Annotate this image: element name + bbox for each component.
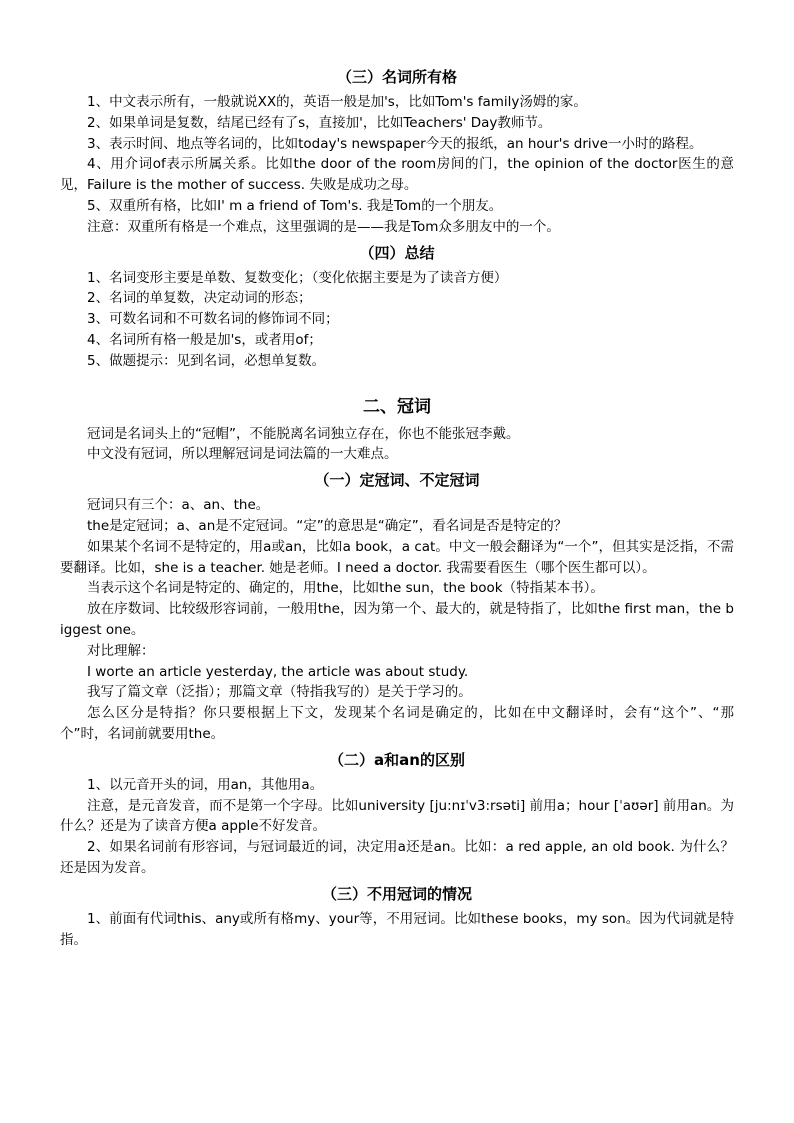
chapter-title-articles: 二、冠词 <box>363 396 431 417</box>
section-title-possessive: （三）名词所有格 <box>336 68 457 86</box>
summary-item: 3、可数名词和不可数名词的修饰词不同； <box>87 311 339 328</box>
paragraph: 放在序数词、比较级形容词前，一般用the，因为第一个、最大的，就是特指了，比如the first man，the biggest one。 <box>60 601 734 638</box>
paragraph: 注意，是元音发音，而不是第一个字母。比如university [ju:nɪˈv3:rsəti] 前用a；hour [ˈaʊər] 前用an。为什么？还是为了读音方便a apple不好发音。 <box>60 797 734 835</box>
paragraph: 2、如果名词前有形容词，与冠词最近的词，决定用a还是an。比如：a red apple, an old book. 为什么？还是因为发音。 <box>60 839 734 876</box>
paragraph: 4、用介词of表示所属关系。比如the door of the room房间的门，the opinion of the doctor医生的意见，Failure is the mother of success. 失败是成功之母。 <box>60 156 734 194</box>
paragraph: the是定冠词；a、an是不定冠词。“定”的意思是“确定”，看名词是否是特定的？ <box>87 517 568 534</box>
spacer <box>60 372 734 390</box>
paragraph: 5、双重所有格，比如I' m a friend of Tom's. 我是Tom的一个朋友。 <box>87 197 503 214</box>
paragraph: 对比理解： <box>87 642 155 659</box>
paragraph: 冠词只有三个：a、an、the。 <box>87 497 270 514</box>
paragraph: 1、以元音开头的词，用an，其他用a。 <box>87 776 324 793</box>
paragraph: 2、如果单词是复数，结尾已经有了s，直接加'，比如Teachers' Day教师节。 <box>87 114 552 131</box>
paragraph: 怎么区分是特指？你只要根据上下文，发现某个名词是确定的，比如在中文翻译时，会有“这个”、“那个”时，名词前就要用the。 <box>60 705 734 742</box>
summary-item: 1、名词变形主要是单数、复数变化；（变化依据主要是为了读音方便） <box>87 269 508 286</box>
example-sentence: I worte an article yesterday, the article was about study. <box>87 663 469 680</box>
paragraph: 冠词是名词头上的“冠帽”，不能脱离名词独立存在，你也不能张冠李戴。 <box>87 425 520 442</box>
section-title-summary: （四）总结 <box>359 243 435 262</box>
document-page <box>60 62 734 950</box>
paragraph: 中文没有冠词，所以理解冠词是词法篇的一大难点。 <box>87 446 398 463</box>
summary-item: 5、做题提示：见到名词，必想单复数。 <box>87 352 326 369</box>
section-title-no-article: （三）不用冠词的情况 <box>321 884 472 903</box>
summary-item: 4、名词所有格一般是加's，或者用of； <box>87 331 322 348</box>
paragraph: 1、前面有代词this、any或所有格my、your等，不用冠词。比如these books，my son。因为代词就是特指。 <box>60 910 734 948</box>
section-title-definite: （一）定冠词、不定冠词 <box>314 471 480 490</box>
paragraph-note: 注意：双重所有格是一个难点，这里强调的是——我是Tom众多朋友中的一个。 <box>87 218 560 235</box>
paragraph: 如果某个名词不是特定的，用a或an，比如a book，a cat。中文一般会翻译为“一个”，但其实是泛指，不需要翻译。比如，she is a teacher. 她是老师。I need a doctor. 我需要看医生（哪个医生都可以）。 <box>60 538 734 576</box>
section-title-a-an: （二）a和an的区别 <box>329 750 465 769</box>
summary-item: 2、名词的单复数，决定动词的形态； <box>87 290 312 307</box>
example-translation: 我写了篇文章（泛指）；那篇文章（特指我写的）是关于学习的。 <box>87 684 472 701</box>
paragraph: 1、中文表示所有，一般就说XX的，英语一般是加's，比如Tom's family汤姆的家。 <box>87 94 587 110</box>
paragraph: 当表示这个名词是特定的、确定的，用the，比如the sun，the book（特指某本书）。 <box>87 580 604 597</box>
paragraph: 3、表示时间、地点等名词的，比如today's newspaper今天的报纸，an hour's drive一小时的路程。 <box>87 135 703 152</box>
